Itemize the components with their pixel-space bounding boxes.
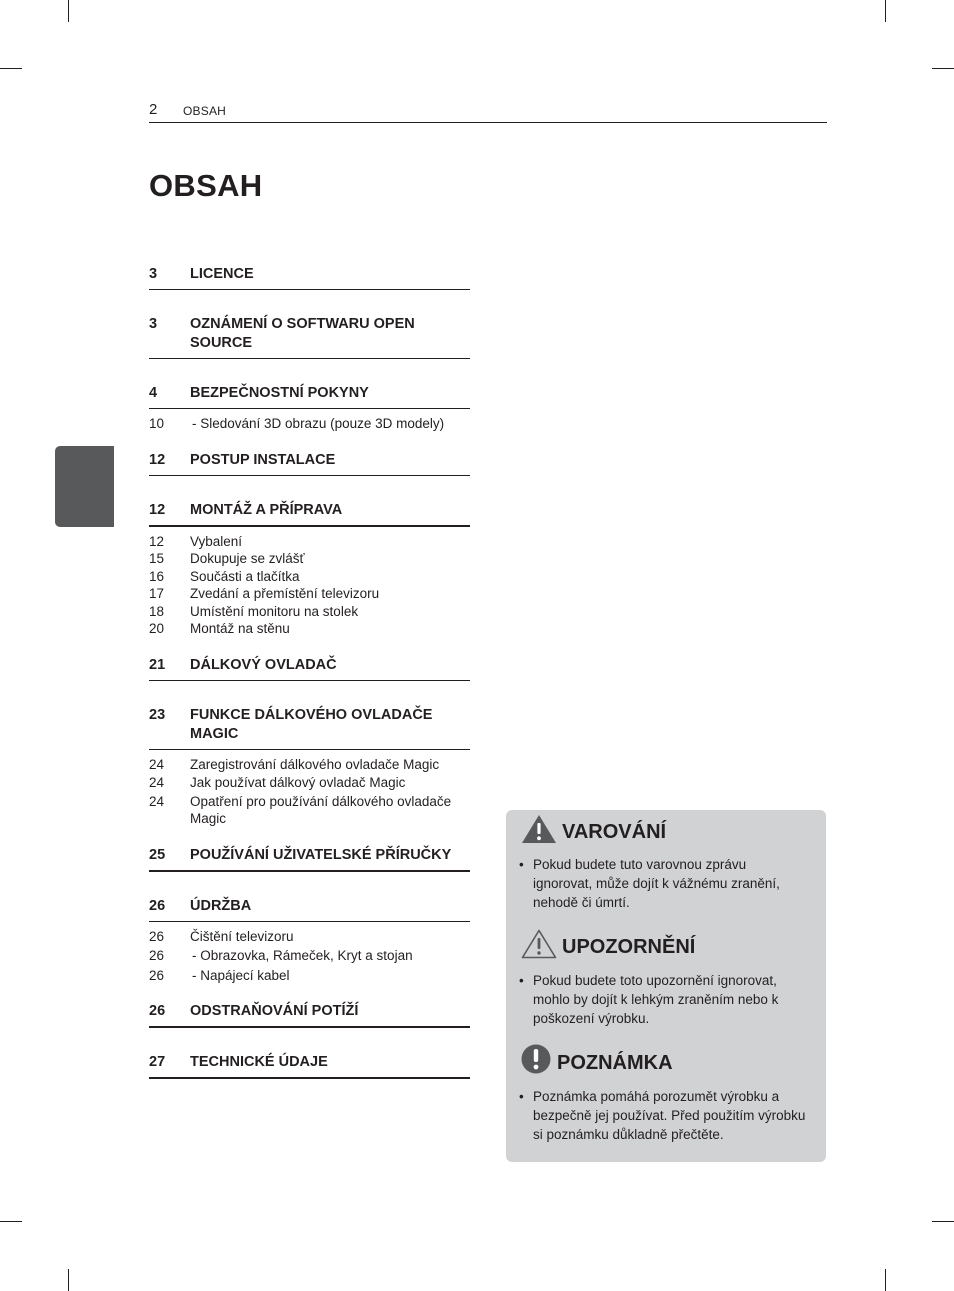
toc-section — [149, 1050, 470, 1079]
crop-mark — [0, 68, 22, 69]
toc-section — [149, 312, 470, 359]
toc-subsection — [149, 585, 470, 603]
toc-section-page: 26 — [149, 897, 166, 914]
toc-subsection-title: - Napájecí kabel — [192, 967, 290, 983]
bullet: • — [519, 1089, 524, 1104]
toc-section-page: 3 — [149, 266, 158, 282]
toc-subsection-page: 26 — [149, 928, 165, 944]
toc-section-title: LICENCE — [190, 266, 254, 282]
toc-subsection-title: - Obrazovka, Rámeček, Kryt a stojan — [192, 948, 413, 963]
note-text — [519, 1087, 809, 1144]
crop-mark — [932, 1221, 954, 1222]
toc-subsection-page: 15 — [149, 551, 165, 566]
toc-section-title: MONTÁŽ A PŘÍPRAVA — [190, 501, 343, 518]
warning-text — [519, 855, 809, 912]
toc-subsection — [149, 415, 470, 433]
toc-subsection — [149, 533, 470, 551]
toc-subsection-page: 24 — [149, 775, 165, 790]
toc-section — [149, 999, 470, 1028]
toc-subsection-title: Dokupuje se zvlášť — [190, 551, 305, 566]
toc-section-page: 3 — [149, 316, 158, 332]
toc-section-title: POSTUP INSTALACE — [190, 451, 336, 468]
running-title: OBSAH — [183, 104, 227, 118]
toc-subsection-title: Jak používat dálkový ovladač Magic — [190, 775, 406, 790]
toc-subsection-page: 16 — [149, 568, 165, 584]
toc-section-page: 12 — [149, 451, 166, 468]
bullet: • — [519, 857, 524, 872]
toc-subsection-list — [149, 533, 470, 638]
toc-section — [149, 381, 470, 409]
crop-mark — [68, 0, 69, 22]
warning-body: Pokud budete tuto varovnou zprávu ignorovat, může dojít k vážnému zranění, nehodě či úmrtí. — [533, 857, 780, 910]
toc-subsection-title: Zvedání a přemístění televizoru — [190, 586, 380, 601]
crop-mark — [885, 0, 886, 22]
toc-section-title: ODSTRAŇOVÁNÍ POTÍŽÍ — [190, 1003, 359, 1019]
toc-subsection — [149, 947, 470, 965]
toc-subsection-page: 10 — [149, 416, 165, 431]
toc-section-page: 21 — [149, 656, 166, 673]
exclamation-icon — [520, 1044, 558, 1076]
toc-subsection-title: Čištění televizoru — [190, 928, 294, 944]
bullet: • — [519, 973, 524, 988]
toc-entry — [149, 448, 470, 476]
toc-entry — [149, 312, 470, 359]
toc-subsection — [149, 756, 470, 774]
toc-subsection-title: - Sledování 3D obrazu (pouze 3D modely) — [192, 416, 445, 431]
toc-subsection-title: Vybalení — [190, 533, 243, 549]
crop-mark — [68, 1269, 69, 1291]
toc-section-page: 12 — [149, 501, 166, 518]
toc-section-title: DÁLKOVÝ OVLADAČ — [190, 656, 337, 673]
toc-subsection — [149, 550, 470, 568]
toc-entry — [149, 653, 470, 681]
toc-entry — [149, 1050, 470, 1079]
toc-subsection-page: 24 — [149, 756, 165, 772]
toc-section-page: 23 — [149, 706, 166, 723]
toc-section-page: 26 — [149, 1003, 166, 1019]
toc-subsection — [149, 603, 470, 621]
page-title: OBSAH — [149, 168, 263, 203]
toc-entry — [149, 262, 470, 290]
toc-subsection-list — [149, 756, 470, 828]
toc-subsection — [149, 793, 470, 828]
caution-body: Pokud budete toto upozornění ignorovat, mohlo by dojít k lehkým zraněním nebo k poškození výrobku. — [533, 973, 779, 1026]
toc-section — [149, 498, 470, 527]
toc-subsection-page: 18 — [149, 603, 165, 619]
crop-mark — [885, 1269, 886, 1291]
toc-section-title: ÚDRŽBA — [190, 897, 252, 914]
toc-section — [149, 262, 470, 290]
toc-subsection-page: 24 — [149, 793, 165, 809]
toc-section-page: 27 — [149, 1054, 166, 1070]
toc-entry — [149, 498, 470, 638]
caution-text — [519, 971, 809, 1028]
toc-section-title: OZNÁMENÍ O SOFTWARU OPEN SOURCE — [190, 316, 415, 351]
toc-subsection-page: 26 — [149, 967, 165, 983]
toc-section — [149, 653, 470, 681]
toc-entry — [149, 703, 470, 828]
language-tab — [55, 446, 153, 954]
note-heading: POZNÁMKA — [557, 1052, 673, 1074]
page-header — [149, 98, 827, 123]
toc-entry — [149, 999, 470, 1028]
toc-subsection-title: Umístění monitoru na stolek — [190, 603, 359, 619]
note-body: Poznámka pomáhá porozumět výrobku a bezpečně jej používat. Před použitím výrobku si poznámku důkladně přečtěte. — [533, 1089, 806, 1142]
toc-subsection-title: Montáž na stěnu — [190, 621, 290, 636]
page-number: 2 — [149, 101, 158, 118]
toc-section-title: TECHNICKÉ ÚDAJE — [190, 1054, 328, 1070]
notice-panel — [506, 810, 826, 1162]
toc-subsection-page: 17 — [149, 586, 165, 601]
toc-subsection-page: 26 — [149, 948, 165, 963]
toc-section — [149, 703, 470, 750]
toc-section-page: 4 — [149, 385, 158, 401]
warning-heading: VAROVÁNÍ — [562, 821, 667, 843]
toc-subsection-title: Zaregistrování dálkového ovladače Magic — [190, 756, 440, 772]
toc-subsection-title: Opatření pro používání dálkového ovladače Magic — [190, 793, 452, 826]
toc-subsection-page: 12 — [149, 533, 165, 549]
toc-subsection — [149, 568, 470, 586]
toc-section — [149, 843, 470, 872]
caution-heading: UPOZORNĚNÍ — [562, 936, 696, 958]
toc-section — [149, 894, 470, 922]
table-of-contents — [149, 262, 470, 1079]
toc-entry — [149, 894, 470, 985]
crop-mark — [932, 68, 954, 69]
crop-mark — [0, 1221, 22, 1222]
toc-subsection — [149, 774, 470, 792]
caution-icon — [520, 928, 558, 960]
toc-section-title: BEZPEČNOSTNÍ POKYNY — [190, 385, 369, 401]
toc-subsection-list — [149, 415, 470, 433]
toc-section — [149, 448, 470, 476]
language-tab-label: ČESKY — [141, 912, 153, 954]
toc-subsection — [149, 967, 470, 985]
toc-subsection — [149, 620, 470, 638]
toc-subsection — [149, 928, 470, 946]
toc-subsection-page: 20 — [149, 621, 165, 636]
warning-icon — [520, 813, 558, 845]
toc-entry — [149, 843, 470, 872]
toc-section-title: FUNKCE DÁLKOVÉHO OVLADAČE MAGIC — [190, 706, 433, 742]
toc-entry — [149, 381, 470, 433]
toc-subsection-list — [149, 928, 470, 985]
toc-subsection-title: Součásti a tlačítka — [190, 568, 300, 584]
toc-section-page: 25 — [149, 846, 166, 863]
toc-section-title: POUŽÍVÁNÍ UŽIVATELSKÉ PŘÍRUČKY — [190, 846, 452, 863]
